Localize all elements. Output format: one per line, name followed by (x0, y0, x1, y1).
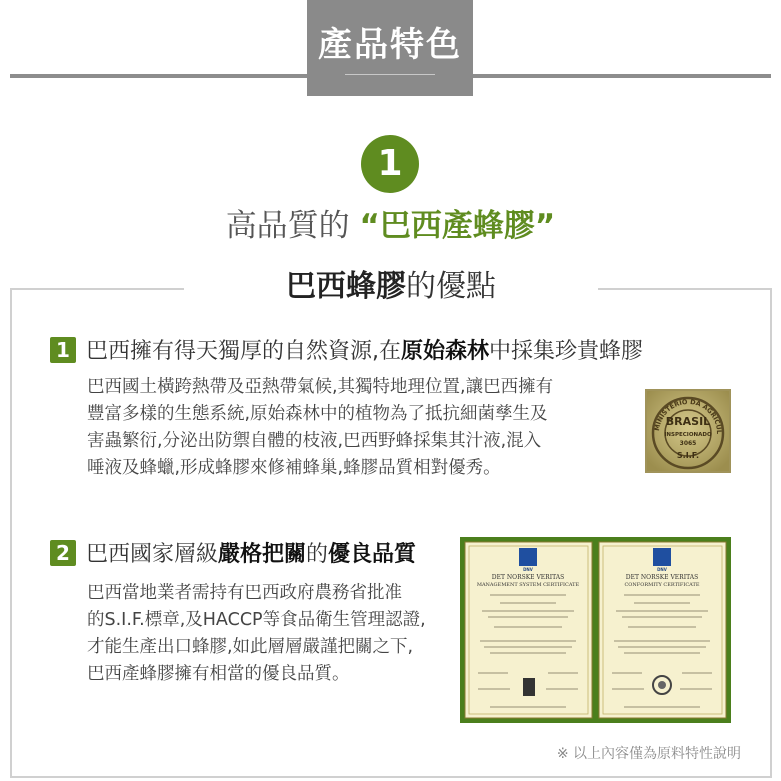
seal-line2: 3065 (679, 440, 697, 447)
certificate-right (599, 542, 726, 718)
advantage-2-number: 2 (50, 540, 76, 566)
seal-center-word: BRASIL (665, 415, 711, 428)
advantage-2-head-bold2: 優良品質 (328, 542, 417, 567)
advantage-2-line: 巴西當地業者需持有巴西政府農務省批准 (87, 583, 402, 603)
advantage-1-line: 唾液及蜂蠟,形成蜂膠來修補蜂巢,蜂膠品質相對優秀。 (87, 458, 501, 478)
advantage-1-heading (50, 334, 643, 365)
certificate-right-title: CONFORMITY CERTIFICATE (624, 582, 700, 588)
certificate-left-logo: DNV (523, 567, 533, 572)
seal-line1: INSPECIONADO (664, 432, 712, 438)
headline-prefix: 高品質的 (225, 208, 360, 244)
feature-headline (0, 200, 781, 245)
seal-ring-text: MINISTÉRIO DA AGRICUL (652, 397, 724, 434)
section-tab (307, 0, 473, 96)
advantages-title (184, 268, 598, 308)
advantage-1-line: 巴西國土橫跨熱帶及亞熱帶氣候,其獨特地理位置,讓巴西擁有 (87, 377, 554, 397)
disclaimer-note: ※ 以上內容僅為原料特性說明 (556, 746, 741, 762)
advantage-1-text (87, 374, 553, 482)
sif-seal-graphic (647, 391, 729, 471)
tab-underline (345, 74, 435, 75)
sif-seal-image (645, 389, 731, 473)
advantages-title-rest: 的優點 (406, 269, 496, 304)
advantage-2-line: 才能生產出口蜂膠,如此層層嚴謹把關之下, (87, 637, 414, 657)
advantage-1-line: 豐富多樣的生態系統,原始森林中的植物為了抵抗細菌孳生及 (87, 404, 548, 424)
advantage-1-head-pre: 巴西擁有得天獨厚的自然資源,在 (86, 339, 401, 364)
advantage-2-head-mid: 的 (306, 542, 329, 567)
advantage-2-head-pre: 巴西國家層級 (86, 542, 219, 567)
certificate-right-logo: DNV (657, 567, 667, 572)
advantage-1-number: 1 (50, 337, 76, 363)
advantages-title-bold: 巴西蜂膠 (286, 269, 406, 304)
advantage-1-head-bold: 原始森林 (401, 339, 490, 364)
section-title: 產品特色 (318, 25, 462, 65)
certificates-image (460, 537, 731, 723)
advantage-1-head-post: 中採集珍貴蜂膠 (489, 339, 644, 364)
advantage-2-line: 巴西產蜂膠擁有相當的優良品質。 (87, 664, 350, 684)
advantage-2-head-bold: 嚴格把關 (218, 542, 307, 567)
certificate-left-org: DET NORSKE VERITAS (491, 574, 565, 581)
advantage-2-line: 的S.I.F.標章,及HACCP等食品衛生管理認證, (87, 610, 426, 630)
certificate-left-title: MANAGEMENT SYSTEM CERTIFICATE (476, 582, 580, 588)
certificate-left-logo-icon (519, 548, 537, 566)
certificate-right-logo-icon (653, 548, 671, 566)
advantage-2-heading (50, 537, 416, 568)
certificates-graphic (460, 537, 731, 723)
advantage-1-line: 害蟲繁衍,分泌出防禦自體的枝液,巴西野蜂採集其汁液,混入 (87, 431, 542, 451)
certificate-left-mark-icon (523, 678, 535, 696)
feature-number-badge: 1 (361, 135, 419, 193)
headline-emphasis: “巴西產蜂膠” (359, 208, 556, 244)
certificate-right-org: DET NORSKE VERITAS (625, 574, 699, 581)
seal-line3: S.I.F. (676, 451, 700, 460)
certificate-left (465, 542, 592, 718)
advantage-2-text (87, 580, 426, 688)
